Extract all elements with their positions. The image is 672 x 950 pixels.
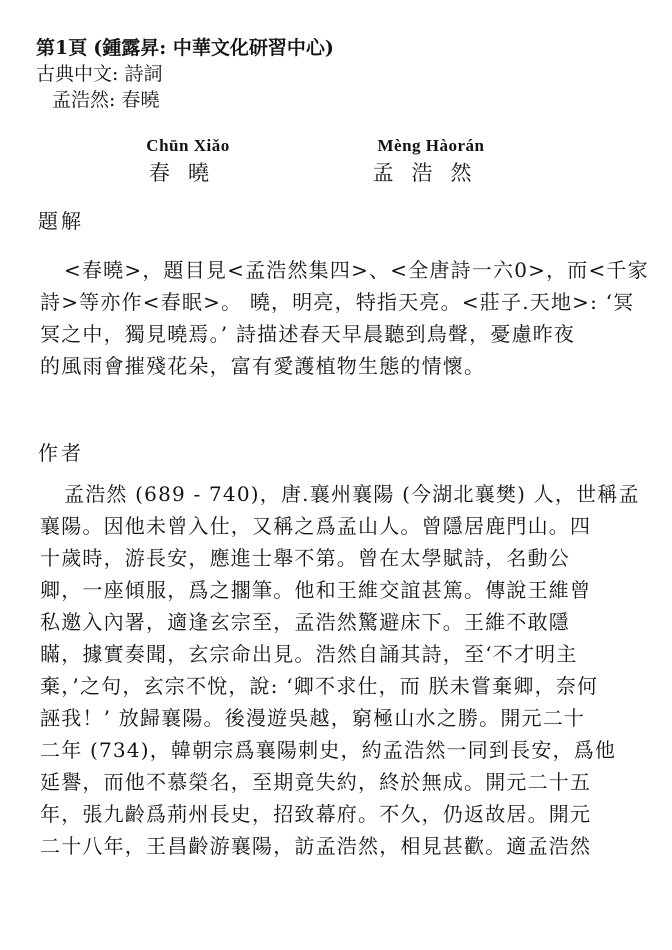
text-line: 襄陽。因他未曾入仕，又稱之爲孟山人。曾隱居鹿門山。四 (40, 514, 592, 538)
header-line-1 (36, 36, 334, 60)
text-line: 棄，’之句，玄宗不悅，說: ‘卿不求仕，而 朕未嘗棄卿，奈何 (40, 674, 599, 698)
text-line: 瞞，據實奏聞，玄宗命出見。浩然自誦其詩，至‘不才明主 (40, 642, 578, 666)
text-line: <春曉>，題目見<孟浩然集四>、<全唐詩一六0>，而<千家 (64, 258, 649, 282)
author-note: (鍾露昇: 中華文化研習中心) (93, 37, 334, 59)
text-line: 延譽，而他不慕榮名，至期竟失約，終於無成。開元二十五 (40, 770, 592, 794)
section-title-zuozhe: 作者 (38, 441, 84, 465)
text-line: 孟浩然 (689 - 740)，唐.襄州襄陽 (今湖北襄樊) 人，世稱孟 (64, 482, 640, 506)
text-line: 二十八年，王昌齡游襄陽，訪孟浩然，相見甚歡。適孟浩然 (40, 834, 592, 858)
header-work: 孟浩然: 春曉 (52, 89, 160, 111)
text-line: 詩>等亦作<春眠>。 曉，明亮，特指天亮。<莊子.天地>: ‘冥 (40, 290, 635, 314)
section-body-zuozhe (40, 478, 640, 862)
header-category: 古典中文: 詩詞 (36, 63, 163, 85)
section-body-tijie (40, 254, 649, 382)
text-line: 私邀入內署，適逢玄宗至，孟浩然驚避床下。王維不敢隱 (40, 610, 570, 634)
text-line: 卿，一座傾服，爲之擱筆。他和王維交誼甚篤。傳說王維曾 (40, 578, 592, 602)
poem-title-block (128, 136, 248, 186)
text-line: 誣我！’ 放歸襄陽。後漫遊吳越，窮極山水之勝。開元二十 (40, 706, 586, 730)
text-line: 冥之中，獨見曉焉。’ 詩描述春天早晨聽到鳥聲，憂慮昨夜 (40, 322, 576, 346)
page-label: 第1頁 (36, 37, 88, 59)
poet-title-block (356, 136, 506, 186)
poem-hanzi: 春曉 (149, 161, 227, 185)
section-title-tijie: 題解 (38, 209, 84, 233)
text-line: 二年 (734)，韓朝宗爲襄陽刺史，約孟浩然一同到長安，爲他 (40, 738, 617, 762)
poem-pinyin: Chūn Xiǎo (146, 136, 230, 155)
text-line: 的風雨會摧殘花朵，富有愛護植物生態的情懷。 (40, 354, 486, 378)
poet-hanzi: 孟浩然 (372, 161, 490, 185)
poet-pinyin: Mèng Hàorán (377, 136, 485, 155)
text-line: 十歲時，游長安，應進士舉不第。曾在太學賦詩，名動公 (40, 546, 570, 570)
text-line: 年，張九齡爲荊州長史，招致幕府。不久，仍返故居。開元 (40, 802, 592, 826)
